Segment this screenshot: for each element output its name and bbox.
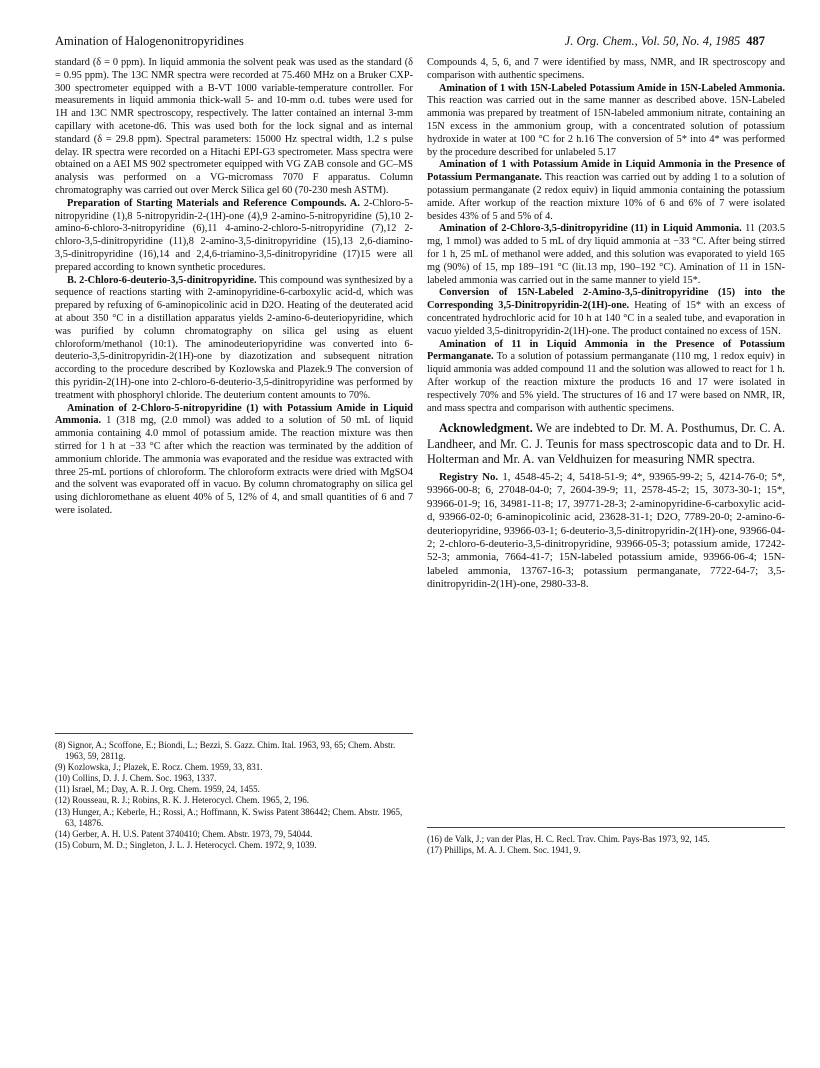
registry-heading: Registry No. (439, 470, 499, 483)
conversion-heading: Conversion of 15N-Labeled 2-Amino-3,5-dinitropyridine (15) into the Corresponding 3,5-Dinitropyridin-2(1H)-one. (427, 287, 785, 312)
section-b-heading: B. 2-Chloro-6-deuterio-3,5-dinitropyridine. (67, 274, 257, 286)
acknowledgment-body: We are indebted to Dr. M. A. Posthumus, Dr. C. A. Landheer, and Mr. C. J. Teunis for mass spectroscopic data and to Dr. H. Holterman and Mr. A. van Veldhuizen for measuring NMR spectra. (427, 421, 785, 466)
acknowledgment-heading: Acknowledgment. (439, 421, 533, 436)
permanganate-heading: Amination of 1 with Potassium Amide in Liquid Ammonia in the Presence of Potassium Permanganate. (427, 159, 785, 184)
n15-paragraph (427, 83, 785, 160)
running-title: Amination of Halogenonitropyridines (55, 34, 244, 48)
reference-item: (14) Gerber, A. H. U.S. Patent 3740410; Chem. Abstr. 1973, 79, 54044. (55, 828, 313, 839)
page-number: 487 (746, 34, 765, 48)
journal-citation (565, 34, 765, 49)
amination-1-paragraph (55, 403, 413, 518)
right-references (427, 827, 785, 856)
n15-body: This reaction was carried out in the same manner as described above. 15N-Labeled ammonia was prepared by treatment of 15N-labeled ammonium nitrate, containing an 15N excess in the ammonium group, with a concentrated solution of potassium hydroxide in water at 100 °C for 2 h.16 The conversion of 5* into 4* was performed by the procedure described for unlabeled 5.17 (427, 95, 785, 158)
registry-body: 1, 4548-45-2; 4, 5418-51-9; 4*, 93965-99-2; 5, 4214-76-0; 5*, 93966-00-8; 6, 27048-04-0; 7, 2604-39-9; 11, 2578-45-2; 15, 3073-30-1; 15*, 93966-01-9; 16, 34981-11-8; 17, 39771-28-3; 2-aminopyridine-6-carboxylic acid-d, 93966-02-0; 6-aminopicolinic acid, 23628-31-1; D2O, 7789-20-0; 2-amino-6-deuteriopyridine, 93966-03-1; 6-deuterio-3,5-dinitropyridin-2(1H)-one, 93966-04-2; 2-chloro-6-deuterio-3,5-dinitropyridine, 93966-05-3; potassium amide, 17242-52-3; ammonia, 7664-41-7; 15N-labeled potassium amide, 93966-06-4; 15N-labeled ammonia, 13767-16-3; potassium permanganate, 7722-64-7; 3,5-dinitropyridin-2(1H)-one, 2980-33-8. (427, 470, 785, 591)
reference-item: (10) Collins, D. J. J. Chem. Soc. 1963, 1337. (55, 773, 217, 784)
right-column (427, 57, 785, 592)
dinitro-body: 11 (203.5 mg, 1 mmol) was added to 5 mL of dry liquid ammonia at −33 °C. After being stirred for 1 h, 25 mL of methanol were added, and this solution was evaporated to yield 165 mg (90%) of 15, mp 189–191 °C (lit.13 mp, 190–192 °C). Amination of 11 in 15N-labeled ammonia was carried out in the same manner to yield 15*. (427, 223, 785, 286)
reference-item: (15) Coburn, M. D.; Singleton, J. L. J. Heterocycl. Chem. 1972, 9, 1039. (55, 839, 317, 850)
section-b-paragraph (55, 275, 413, 403)
amination-11-paragraph (427, 339, 785, 416)
dinitro-heading: Amination of 2-Chloro-3,5-dinitropyridine (11) in Liquid Ammonia. (439, 223, 742, 235)
reference-item: (17) Phillips, M. A. J. Chem. Soc. 1941, 9. (427, 845, 581, 856)
reference-item: (9) Kozlowska, J.; Plazek, E. Rocz. Chem. 1959, 33, 831. (55, 762, 263, 773)
methods-paragraph: standard (δ = 0 ppm). In liquid ammonia the solvent peak was used as the standard (δ = 0.95 ppm). The 13C NMR spectra were recorded at 75.460 MHz on a Bruker CXP-300 spectrometer equipped with a B-VT 1000 variable-temperature controller. For measurements in liquid ammonia thick-wall 5- and 10-mm o.d. tubes were used for 1H and 13C NMR spectroscopy, respectively. The latter contained an internal 3-mm capillary with acetone-d6. This was used both for the lock signal and as internal standard (δ = 29.8 ppm). Spectral parameters: 15000 Hz spectral width, 1.2 s pulse delay. IR spectra were recorded on a Hitachi EPI-G3 spectrometer. Mass spectra were obtained on a AEI MS 902 spectrometer equipped with VG ZAB console and GC–MS analysis was performed on a VG-micromass 7070 F apparatus. Column chromatography was carried out over Merck Silica gel 60 (70-230 mesh ASTM). (55, 57, 413, 196)
reference-item: (12) Rousseau, R. J.; Robins, R. K. J. Heterocycl. Chem. 1965, 2, 196. (55, 795, 309, 806)
prep-body: 2-Chloro-5-nitropyridine (1),8 5-nitropyridin-2-(1H)-one (4),9 2-amino-5-nitropyridine (5),10 2-amino-6-chloro-3-nitropyridine (6),11 4-amino-2-chloro-5-nitropyridine (7),12 2-chloro-3,5-dinitropyridine (11),8 2-amino-3,5-dinitropyridine (15),13 2,6-diamino-3,5-dinitropyridine (16),14 and 2,4,6-triamino-3,5-dinitropyridine (17)15 were all prepared according to known synthetic procedures. (55, 197, 413, 273)
reference-item: (16) de Valk, J.; van der Plas, H. C. Recl. Trav. Chim. Pays-Bas 1973, 92, 145. (427, 834, 710, 844)
identified-paragraph: Compounds 4, 5, 6, and 7 were identified by mass, NMR, and IR spectroscopy and comparison with authentic specimens. (427, 57, 785, 81)
conversion-body: Heating of 15* with an excess of concentrated hydrochloric acid for 10 h at 140 °C in a sealed tube, and evaporation in vacuo yielded 3,5-dinitropyridin-2(1H)-one. The product contained no excess of 15N. (427, 300, 785, 337)
prep-paragraph (55, 198, 413, 275)
amination-1-body: 1 (318 mg, (2.0 mmol) was added to a solution of 50 mL of liquid ammonia containing 4.0 mmol of potassium amide. The reaction mixture was then stirred for 1 h at −33 °C after which the reaction was terminated by the addition of ammonium chloride. The ammonia was evaporated and the residue was extracted with three 25-mL portions of chloroform. The chloroform extracts were dried with MgSO4 and the solvent was evaporated off in vacuo. By column chromatography on silica gel using dichloromethane as eluent 40% of 5, 12% of 4, and small quantities of 6 and 7 were isolated. (55, 415, 413, 516)
reference-item: (13) Hunger, A.; Keberle, H.; Rossi, A.; Hoffmann, K. Swiss Patent 386442; Chem. Abstr. 1965, 63, 14876. (55, 806, 403, 828)
page-header (55, 34, 765, 52)
left-references (55, 733, 413, 851)
n15-heading: Amination of 1 with 15N-Labeled Potassium Amide in 15N-Labeled Ammonia. (439, 82, 785, 94)
reference-item: (8) Signor, A.; Scoffone, E.; Biondi, L.; Bezzi, S. Gazz. Chim. Ital. 1963, 93, 65; Chem. Abstr. 1963, 59, 2811g. (55, 740, 396, 762)
permanganate-paragraph (427, 159, 785, 223)
prep-heading: Preparation of Starting Materials and Reference Compounds. A. (67, 197, 360, 209)
journal-name: J. Org. Chem., Vol. 50, No. 4, 1985 (564, 34, 741, 48)
acknowledgment-paragraph (427, 421, 785, 467)
section-b-body: This compound was synthesized by a sequence of reactions starting with 2-aminopyridine-6-carboxylic acid-d, which was prepared by refuxing of 6-aminopicolinic acid in D2O. Heating of the deuterated acid at about 350 °C in a distillation apparatus yields 2-amino-6-deuteriopyridine, which was purified by column chromatography on silica gel using as eluent chloroform/methanol (10:1). The aminodeuteriopyridine was converted into 6-deuterio-3,5-dinitropyridin-2(1H)-one by diazotization and subsequent nitration according to the procedure described by Kozlowska and Plazek.9 The conversion of this pyridin-2(1H)-one into 2-chloro-6-deuterio-3,5-dinitropyridine was performed by treatment with phosphoryl chloride. The deuterium content amounts to 70%. (55, 274, 413, 401)
amination-1-heading: Amination of 2-Chloro-5-nitropyridine (1) with Potassium Amide in Liquid Ammonia. (55, 402, 413, 427)
registry-paragraph (427, 471, 785, 592)
permanganate-body: This reaction was carried out by adding 1 to a solution of potassium permanganate (2 redox equiv) in liquid ammonia containing the potassium amide. After workup of the reaction mixture 10% of 6 and 6% of 7 were isolated besides 43% of 5 and 5% of 4. (427, 172, 785, 222)
amination-11-heading: Amination of 11 in Liquid Ammonia in the Presence of Potassium Permanganate. (427, 338, 785, 363)
left-column (55, 57, 413, 518)
conversion-paragraph (427, 287, 785, 338)
dinitro-paragraph (427, 223, 785, 287)
reference-item: (11) Israel, M.; Day, A. R. J. Org. Chem. 1959, 24, 1455. (55, 784, 260, 795)
amination-11-body: To a solution of potassium permanganate (110 mg, 1 redox equiv) in liquid ammonia was added compound 11 and the solution was allowed to react for 1 h. After workup of the reaction mixture the products 16 and 17 were isolated in respectively 70% and 5% yield. The structures of 16 and 17 were based on NMR, IR, and mass spectra and comparison with authentic specimens. (427, 351, 785, 414)
